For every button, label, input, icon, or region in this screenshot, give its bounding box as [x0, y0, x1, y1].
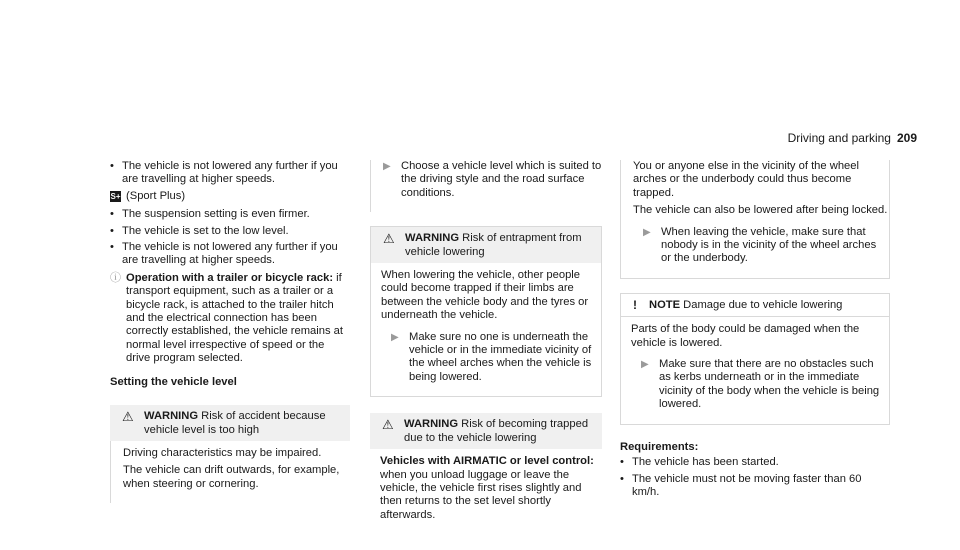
bullet-marker: • [620, 472, 624, 485]
warning-body: When lowering the vehicle, other people could become trapped if their limbs are between the vehicle body and the tyres or underneath the vehicle. ▶ Make sure no one is underneath the vehicle or in the immediate vicinity of the wheel arches when the vehicle is being lowered. [381, 269, 592, 383]
list-item: • The suspension setting is even firmer. [110, 208, 310, 221]
note-title: Operation with a trailer or bicycle rack: [126, 271, 334, 284]
bullet-marker: • [110, 241, 114, 254]
warning-header: ⚠ WARNING Risk of becoming trapped due to the vehicle lowering [370, 413, 602, 449]
warning-header: ⚠ WARNING Risk of accident because vehicle level is too high [110, 405, 350, 441]
sport-plus-icon: S+ [110, 192, 121, 202]
column-1 [110, 160, 350, 519]
warning-body: Vehicles with AIRMATIC or level control: when you unload luggage or leave the vehicle, the vehicle first rises slightly and then returns to the set level shortly afterwards. [380, 455, 594, 521]
action-step: ▶ Make sure no one is underneath the vehicle or in the immediate vicinity of the wheel arches when the vehicle is being lowered. [391, 330, 592, 383]
warning-triangle-icon: ⚠ [383, 231, 395, 247]
list-item: • The vehicle is not lowered any further if you are travelling at higher speeds. [110, 160, 338, 186]
note-text: if transport equipment, such as a trailer or a bicycle rack, is attached to the trailer hitch and the electrical connection has been correctly established, the vehicle remains at normal level irrespective of speed or the drive program selected. [126, 271, 344, 365]
action-step: ▶ Choose a vehicle level which is suited to the driving style and the road surface conditions. [383, 160, 602, 199]
column-2 [370, 160, 602, 550]
section-heading: Setting the vehicle level [110, 375, 237, 388]
arrow-right-icon: ▶ [383, 161, 391, 172]
exclamation-icon: ! [633, 297, 637, 312]
warning-box [370, 226, 602, 397]
warning-triangle-icon: ⚠ [382, 417, 394, 433]
list-item: • The vehicle has been started. [620, 456, 779, 469]
arrow-right-icon: ▶ [391, 331, 399, 343]
action-step: ▶ Make sure that there are no obstacles such as kerbs underneath or in the immediate vicinity of the body when the vehicle is being lowered. [641, 358, 880, 411]
sport-plus-row [110, 190, 350, 203]
list-item: • The vehicle is set to the low level. [110, 224, 289, 237]
info-circle-icon: ⓘ [110, 271, 121, 284]
requirements-heading: Requirements: [620, 440, 699, 453]
bullet-marker: • [620, 456, 624, 469]
arrow-right-icon: ▶ [643, 226, 651, 238]
bullet-marker: • [110, 224, 114, 237]
warning-continuation: You or anyone else in the vicinity of the wheel arches or the underbody could thus become trapped. The vehicle can also be lowered after being locked. ▶ When leaving the vehicle, make sure that nobody is in the vicinity of the wheel arches or the underbody. [620, 160, 890, 279]
column-3 [620, 160, 890, 502]
warning-box [110, 405, 350, 503]
trailer-note [110, 272, 350, 366]
warning-box [370, 413, 602, 534]
list-item: • The vehicle must not be moving faster than 60 km/h. [620, 472, 862, 498]
warning-body: Driving characteristics may be impaired. The vehicle can drift outwards, for example, when steering or cornering. [110, 441, 350, 503]
sport-plus-label: (Sport Plus) [126, 189, 186, 202]
notice-header: ! NOTE Damage due to vehicle lowering [621, 294, 889, 317]
action-step: ▶ When leaving the vehicle, make sure that nobody is in the vicinity of the wheel arches or the underbody. [643, 225, 877, 265]
warning-triangle-icon: ⚠ [122, 409, 134, 425]
page-number: 209 [896, 131, 917, 145]
page-header [788, 132, 917, 145]
warning-continuation [370, 160, 602, 212]
arrow-right-icon: ▶ [641, 359, 649, 371]
list-item: • The vehicle is not lowered any further if you are travelling at higher speeds. [110, 241, 338, 267]
warning-header: ⚠ WARNING Risk of entrapment from vehicle lowering [371, 227, 601, 263]
bullet-marker: • [110, 208, 114, 221]
notice-body: Parts of the body could be damaged when the vehicle is lowered. ▶ Make sure that there are no obstacles such as kerbs underneath or in the immediate vicinity of the body when the vehicle is being lowered. [631, 323, 880, 411]
notice-box [620, 293, 890, 425]
bullet-marker: • [110, 160, 114, 172]
section-title: Driving and parking [787, 131, 891, 145]
